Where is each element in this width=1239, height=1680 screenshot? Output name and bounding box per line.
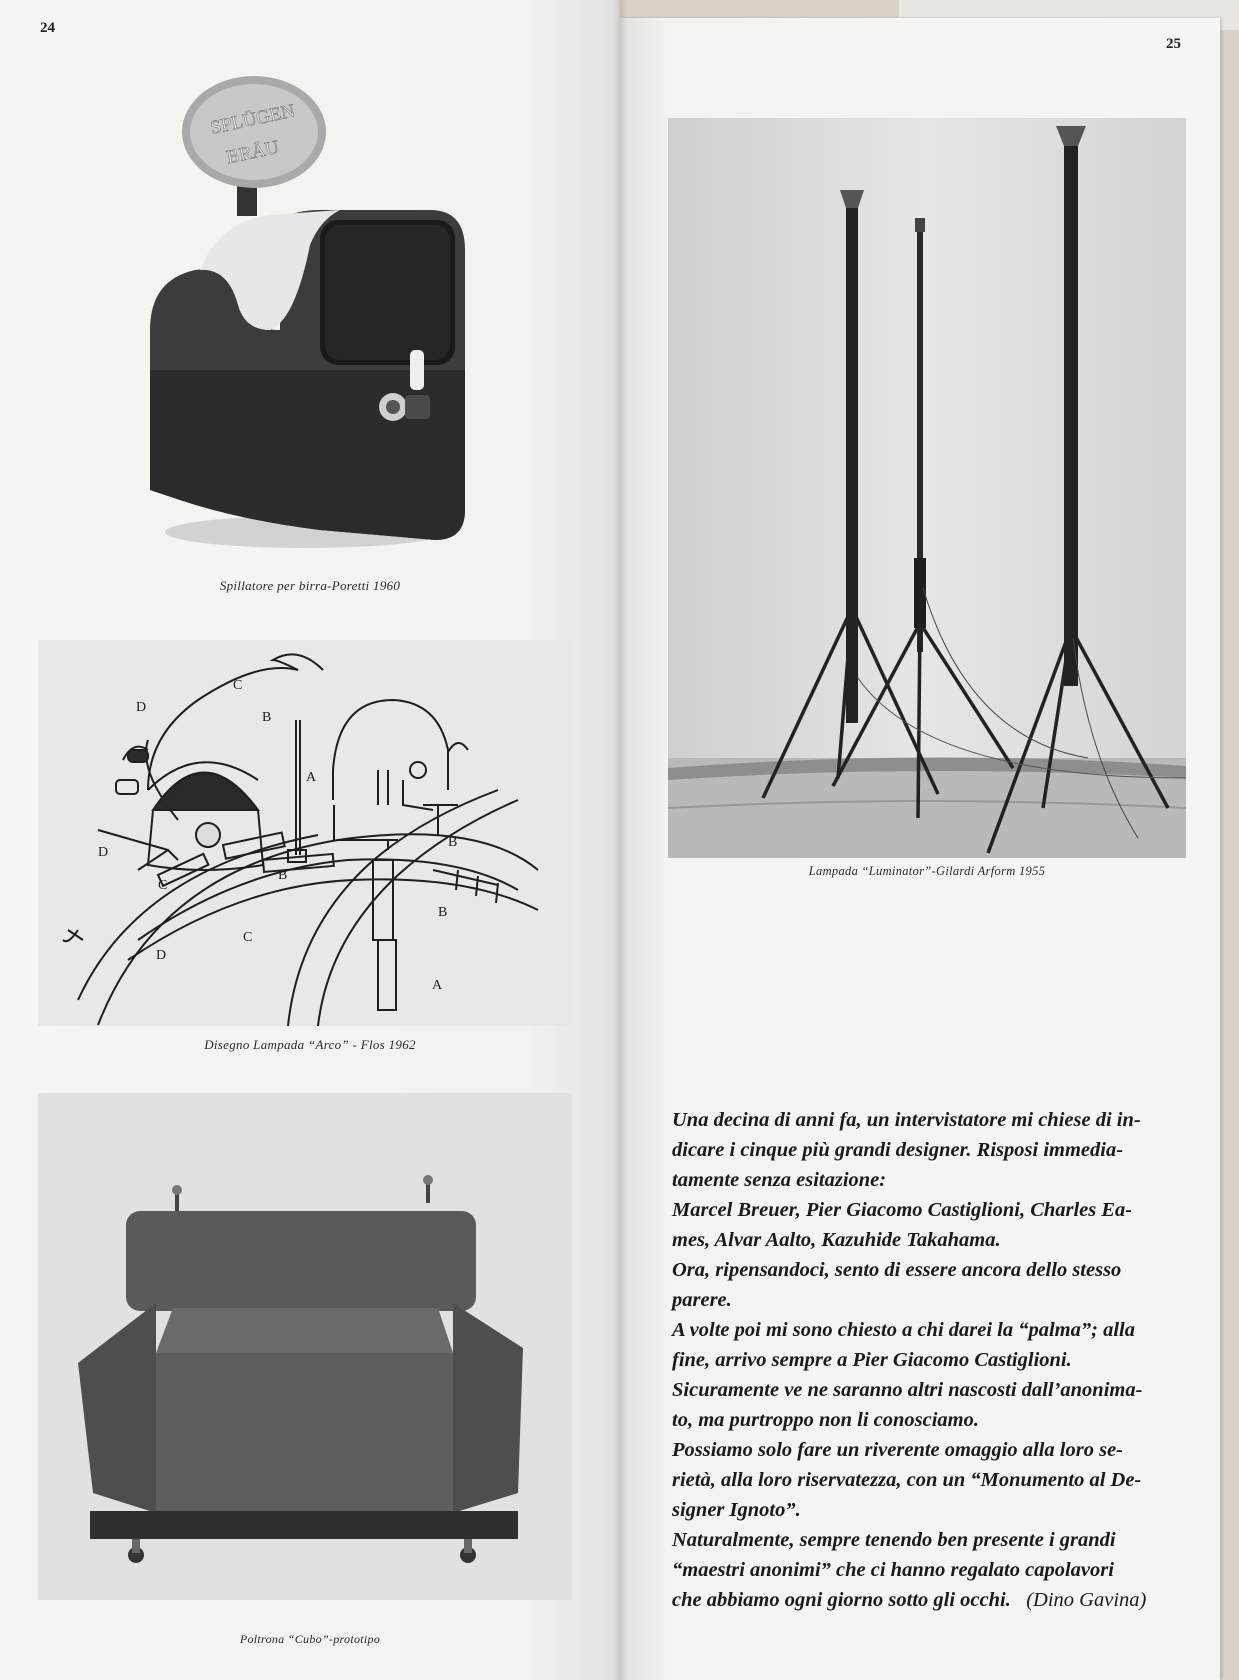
caption-cubo: Poltrona “Cubo”-prototipo xyxy=(239,1632,381,1646)
page-number-right: 25 xyxy=(1166,36,1181,52)
label-b-lower: B xyxy=(438,905,448,920)
essay-line: fine, arrivo sempre a Pier Giacomo Castiglioni. xyxy=(672,1349,1072,1371)
essay-line: Sicuramente ve ne saranno altri nascosti dall’anonima- xyxy=(672,1379,1143,1401)
label-b-mid: B xyxy=(278,868,288,883)
caption-luminator: Lampada “Luminator”-Gilardi Arform 1955 xyxy=(808,864,1046,878)
label-a-pole: A xyxy=(306,770,317,785)
essay-line: Una decina di anni fa, un intervistatore mi chiese di in- xyxy=(672,1109,1141,1131)
arco-drawing xyxy=(38,640,572,1026)
essay-author: (Dino Gavina) xyxy=(1026,1589,1147,1611)
essay-line: Ora, ripensandoci, sento di essere ancora dello stesso xyxy=(672,1259,1122,1281)
essay-line: A volte poi mi sono chiesto a chi darei la “palma”; alla xyxy=(672,1319,1135,1341)
essay-line: mes, Alvar Aalto, Kazuhide Takahama. xyxy=(672,1229,1001,1251)
label-b-top: B xyxy=(262,710,272,725)
beer-tap-photo xyxy=(120,70,480,570)
page-number-left: 24 xyxy=(40,20,55,36)
label-c-top: C xyxy=(233,678,243,693)
label-b-right: B xyxy=(448,835,458,850)
caption-arco: Disegno Lampada “Arco” - Flos 1962 xyxy=(204,1037,416,1052)
essay-text xyxy=(672,1105,1192,1615)
essay-line: to, ma purtroppo non li conosciamo. xyxy=(672,1409,979,1431)
label-c-mid: C xyxy=(158,878,168,893)
cubo-armchair-photo xyxy=(38,1093,572,1600)
essay-line: parere. xyxy=(672,1289,732,1311)
label-a-bottom: A xyxy=(432,978,443,993)
essay-line: dicare i cinque più grandi designer. Risposi immedia- xyxy=(672,1139,1124,1161)
essay-line: Possiamo solo fare un riverente omaggio alla loro se- xyxy=(672,1439,1123,1461)
essay-line: “maestri anonimi” che ci hanno regalato capolavori xyxy=(672,1559,1114,1581)
essay-line: Naturalmente, sempre tenendo ben presente i grandi xyxy=(672,1529,1116,1551)
essay-line: signer Ignoto”. xyxy=(672,1499,801,1521)
label-d-mid: D xyxy=(98,845,109,860)
lamps-illustration xyxy=(668,118,1186,858)
sign-text-bottom: BRÄU xyxy=(224,136,281,169)
book-gutter xyxy=(612,0,628,1680)
label-d-top: D xyxy=(136,700,147,715)
arco-sketch xyxy=(38,640,572,1026)
essay-line: che abbiamo ogni giorno sotto gli occhi. xyxy=(672,1589,1011,1611)
beer-tap-illustration xyxy=(120,70,480,570)
armchair-illustration xyxy=(38,1093,572,1600)
essay-line: Marcel Breuer, Pier Giacomo Castiglioni, Charles Ea- xyxy=(672,1199,1133,1221)
label-c-low: C xyxy=(243,930,253,945)
essay-line: tamente senza esitazione: xyxy=(672,1169,887,1191)
essay-line: rietà, alla loro riservatezza, con un “Monumento al De- xyxy=(672,1469,1142,1491)
luminator-lamps-photo xyxy=(668,118,1186,858)
label-d-low: D xyxy=(156,948,167,963)
sign-text-top: SPLÜGEN xyxy=(208,100,297,139)
essay-last-line xyxy=(672,1585,1192,1615)
caption-beer-tap: Spillatore per birra-Poretti 1960 xyxy=(219,578,401,593)
